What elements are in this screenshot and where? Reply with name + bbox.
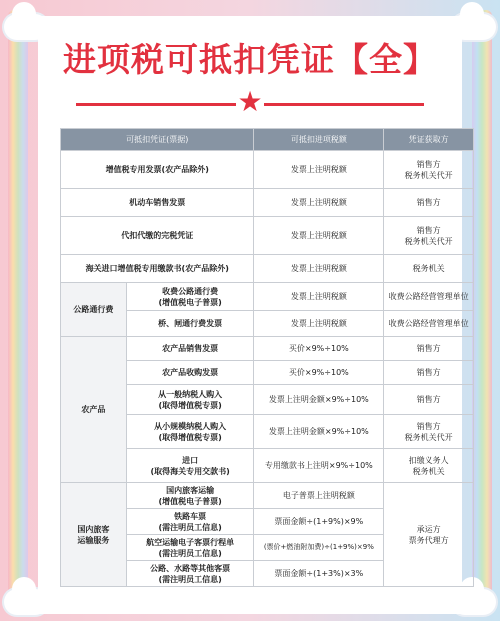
source-cell: 销售方 <box>384 189 474 217</box>
voucher-cell: 增值税专用发票(农产品除外) <box>61 151 254 189</box>
voucher-cell: 进口 (取得海关专用交款书) <box>126 449 254 483</box>
divider-line-right <box>264 103 424 106</box>
voucher-cell: 收费公路通行费 (增值税电子普票) <box>126 283 254 311</box>
source-cell: 销售方 <box>384 361 474 385</box>
voucher-cell: 铁路车票 (需注明员工信息) <box>126 509 254 535</box>
table-row <box>61 189 474 217</box>
source-cell: 扣缴义务人 税务机关 <box>384 449 474 483</box>
table-row <box>61 337 474 361</box>
amount-cell: 专用缴款书上注明×9%÷10% <box>254 449 384 483</box>
source-cell: 销售方 税务机关代开 <box>384 151 474 189</box>
source-cell: 收费公路经营管理单位 <box>384 311 474 337</box>
voucher-cell: 农产品收购发票 <box>126 361 254 385</box>
amount-cell: 买价×9%÷10% <box>254 361 384 385</box>
source-cell: 承运方 票务代理方 <box>384 483 474 587</box>
table-row <box>61 283 474 311</box>
amount-cell: 票面金额÷(1+9%)×9% <box>254 509 384 535</box>
table-row <box>61 151 474 189</box>
table-row <box>61 483 474 509</box>
source-cell: 销售方 税务机关代开 <box>384 415 474 449</box>
rainbow-border-left <box>8 10 28 611</box>
amount-cell: 票面金额÷(1+3%)×3% <box>254 561 384 587</box>
content-card <box>38 16 469 614</box>
amount-cell: 发票上注明金额×9%÷10% <box>254 415 384 449</box>
group-label-toll: 公路通行费 <box>61 283 127 337</box>
source-cell: 销售方 <box>384 337 474 361</box>
amount-cell: 发票上注明税额 <box>254 151 384 189</box>
divider-line-left <box>76 103 236 106</box>
amount-cell: 发票上注明税额 <box>254 217 384 255</box>
header-voucher: 可抵扣凭证(票据) <box>61 129 254 151</box>
title-divider <box>38 85 462 118</box>
amount-cell: 发票上注明税额 <box>254 255 384 283</box>
rainbow-border-right <box>472 10 492 611</box>
deductible-voucher-table <box>60 128 474 587</box>
source-cell: 销售方 税务机关代开 <box>384 217 474 255</box>
star-icon: ★ <box>237 85 263 118</box>
voucher-cell: 从一般纳税人购入 (取得增值税专票) <box>126 385 254 415</box>
group-label-agri: 农产品 <box>61 337 127 483</box>
voucher-cell: 海关进口增值税专用缴款书(农产品除外) <box>61 255 254 283</box>
page-title: 进项税可抵扣凭证【全】 <box>63 40 437 79</box>
voucher-cell: 公路、水路等其他客票 (需注明员工信息) <box>126 561 254 587</box>
group-label-travel: 国内旅客 运输服务 <box>61 483 127 587</box>
amount-cell: 发票上注明税额 <box>254 189 384 217</box>
source-cell: 收费公路经营管理单位 <box>384 283 474 311</box>
table-header-row <box>61 129 474 151</box>
source-cell: 税务机关 <box>384 255 474 283</box>
voucher-cell: 农产品销售发票 <box>126 337 254 361</box>
amount-cell: 电子普票上注明税额 <box>254 483 384 509</box>
table-row <box>61 217 474 255</box>
amount-cell: 发票上注明税额 <box>254 283 384 311</box>
amount-cell: (票价+燃油附加费)÷(1+9%)×9% <box>254 535 384 561</box>
source-cell: 销售方 <box>384 385 474 415</box>
amount-cell: 买价×9%÷10% <box>254 337 384 361</box>
header-amount: 可抵扣进项税额 <box>254 129 384 151</box>
amount-cell: 发票上注明金额×9%÷10% <box>254 385 384 415</box>
voucher-cell: 从小规模纳税人购入 (取得增值税专票) <box>126 415 254 449</box>
voucher-cell: 机动车销售发票 <box>61 189 254 217</box>
voucher-cell: 航空运输电子客票行程单 (需注明员工信息) <box>126 535 254 561</box>
voucher-cell: 桥、闸通行费发票 <box>126 311 254 337</box>
amount-cell: 发票上注明税额 <box>254 311 384 337</box>
voucher-cell: 代扣代缴的完税凭证 <box>61 217 254 255</box>
table-row <box>61 255 474 283</box>
voucher-cell: 国内旅客运输 (增值税电子普票) <box>126 483 254 509</box>
header-source: 凭证获取方 <box>384 129 474 151</box>
